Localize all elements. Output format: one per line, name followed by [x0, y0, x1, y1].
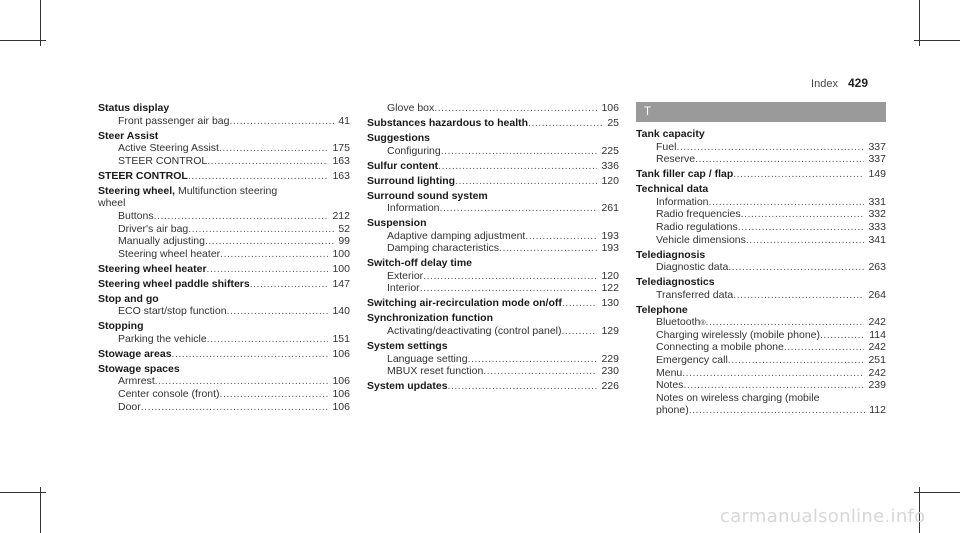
- subentry-label: Front passenger air bag: [118, 114, 230, 127]
- index-term-text: Stopping: [98, 320, 144, 333]
- index-term: [367, 190, 619, 203]
- dot-leader: [728, 354, 865, 367]
- page-ref: 52: [338, 222, 350, 235]
- page-ref: 226: [601, 380, 619, 393]
- index-entry-row: [98, 278, 350, 291]
- index-term-text: Surround sound system: [367, 189, 488, 202]
- page-ref: 151: [332, 332, 350, 345]
- page-ref: 122: [601, 282, 619, 295]
- crop-mark: [914, 492, 960, 493]
- dot-leader: [207, 333, 329, 346]
- index-term-text: Tank capacity: [636, 128, 705, 140]
- dot-leader: [709, 196, 865, 209]
- subentry-label: Glove box: [387, 102, 435, 114]
- dot-leader: [220, 388, 329, 401]
- index-subentry: [636, 289, 886, 302]
- index-subentry: [98, 155, 350, 168]
- index-term: [636, 276, 886, 289]
- index-term: [98, 320, 350, 333]
- index-column-3: [636, 102, 886, 419]
- index-entry-row: [367, 117, 619, 130]
- page-ref: 230: [601, 365, 619, 378]
- index-term: STEER CONTROL: [98, 169, 188, 182]
- dot-leader: [695, 153, 864, 166]
- subentry-label: Manually adjusting: [118, 235, 205, 248]
- index-subentry: [98, 248, 350, 261]
- subentry-label: Bluetooth: [656, 316, 701, 329]
- index-term: Switching air-recirculation mode on/off: [367, 297, 562, 310]
- subentry-label: phone): [656, 404, 689, 417]
- subentry-label: Interior: [387, 282, 420, 295]
- dot-leader: [229, 115, 334, 128]
- index-entry: [98, 363, 350, 413]
- subentry-label: MBUX reset function: [387, 365, 484, 378]
- dot-leader: [420, 282, 598, 295]
- index-term-text: Synchronization function: [367, 312, 493, 325]
- index-column-2: [367, 102, 619, 395]
- page-ref: 163: [332, 169, 350, 182]
- index-term: [636, 249, 886, 262]
- page-ref: 337: [868, 140, 886, 153]
- index-subentry: [98, 223, 350, 236]
- subentry-label: ECO start/stop function: [118, 305, 227, 318]
- index-subentry: [636, 367, 886, 380]
- index-subentry: [367, 365, 619, 378]
- subentry-label: Radio regulations: [656, 220, 738, 233]
- dot-leader: [207, 155, 328, 168]
- index-term: Stowage areas: [98, 347, 172, 360]
- subentry-label: Connecting a mobile phone: [656, 341, 784, 354]
- page-ref: 337: [868, 153, 886, 166]
- dot-leader: [468, 353, 598, 366]
- page-ref: 242: [868, 316, 886, 329]
- page-ref: 242: [868, 366, 886, 379]
- index-entry: [636, 168, 886, 181]
- index-term-text: Suggestions: [367, 131, 431, 144]
- index-entry: [367, 190, 619, 215]
- page-number: 429: [847, 76, 868, 90]
- index-entry: [636, 128, 886, 166]
- index-subentry: [636, 153, 886, 166]
- page-ref: 242: [868, 341, 886, 354]
- index-entry: [367, 257, 619, 295]
- subentry-label: Language setting: [387, 352, 468, 365]
- index-subentry: [98, 401, 350, 414]
- index-term: [98, 130, 350, 143]
- subentry-label: Radio frequencies: [656, 208, 741, 221]
- index-subentry: [367, 230, 619, 243]
- index-entry-row: [98, 170, 350, 183]
- index-subentry: [98, 210, 350, 223]
- subentry-label: Exterior: [387, 269, 424, 282]
- index-entry: [98, 170, 350, 183]
- page-ref: 147: [332, 277, 350, 290]
- index-term-text: Stowage spaces: [98, 362, 180, 375]
- dot-leader: [499, 242, 597, 255]
- dot-leader: [483, 365, 597, 378]
- page-ref: 263: [868, 261, 886, 274]
- index-term-text: Telediagnostics: [636, 276, 715, 289]
- subentry-label: Menu: [656, 366, 683, 379]
- index-subentry: [636, 196, 886, 209]
- page-ref: 140: [332, 305, 350, 318]
- index-term-text: Status display: [98, 102, 170, 114]
- index-subentry-continued: [636, 404, 886, 417]
- subentry-label: Diagnostic data: [656, 261, 729, 274]
- index-entry: [367, 217, 619, 255]
- index-entry: [636, 304, 886, 417]
- subentry-label: Reserve: [656, 153, 696, 166]
- index-subentry: [98, 305, 350, 318]
- page-ref: 114: [869, 328, 886, 341]
- dot-leader: [227, 305, 329, 318]
- index-entry-row: [367, 175, 619, 188]
- dot-leader: [562, 325, 598, 338]
- index-subentry: [636, 221, 886, 234]
- index-subentry: [636, 379, 886, 392]
- index-entry: [367, 380, 619, 393]
- dot-leader: [441, 145, 598, 158]
- subentry-label: Buttons: [118, 209, 154, 222]
- index-term: [367, 217, 619, 230]
- dot-leader: [746, 234, 865, 247]
- page-ref: 193: [601, 229, 619, 242]
- index-entry: [98, 293, 350, 318]
- dot-leader: [440, 202, 598, 215]
- index-term: [367, 257, 619, 270]
- page-ref: 106: [601, 102, 619, 114]
- page-ref: 264: [868, 288, 886, 301]
- index-term: [98, 102, 350, 115]
- subentry-label: Armrest: [118, 375, 155, 388]
- index-entry-row: [98, 263, 350, 276]
- index-term-text: System settings: [367, 340, 448, 352]
- index-subentry: [367, 325, 619, 338]
- index-term: [98, 293, 350, 306]
- dot-leader: [434, 102, 597, 115]
- index-term: Surround lighting: [367, 174, 456, 187]
- subentry-label: Door: [118, 400, 141, 413]
- page-ref: 341: [868, 233, 886, 246]
- index-subentry: [636, 234, 886, 247]
- subentry-label: Notes on wireless charging (mobile: [656, 391, 820, 404]
- subentry-label: Information: [387, 202, 440, 215]
- dot-leader: [205, 235, 334, 248]
- page-ref: 229: [601, 352, 619, 365]
- index-term: Sulfur content: [367, 159, 439, 172]
- index-term: [98, 185, 350, 198]
- index-subentry: [98, 142, 350, 155]
- dot-leader: [676, 141, 864, 154]
- index-entry-row: [367, 297, 619, 310]
- index-term-text: Stop and go: [98, 292, 159, 305]
- page-ref: 175: [332, 142, 350, 155]
- index-term-text: Suspension: [367, 217, 427, 230]
- dot-leader: [172, 348, 329, 361]
- dot-leader: [706, 316, 865, 329]
- index-entry: [98, 320, 350, 345]
- dot-leader: [220, 248, 328, 261]
- subentry-label: Charging wirelessly (mobile phone): [656, 328, 820, 341]
- page-ref: 106: [332, 400, 350, 413]
- page-ref: 100: [332, 262, 350, 275]
- dot-leader: [423, 270, 597, 283]
- index-term: [367, 132, 619, 145]
- index-entry-row: [367, 160, 619, 173]
- index-entry: [98, 278, 350, 291]
- page-ref: 149: [868, 168, 886, 181]
- index-term: System updates: [367, 380, 448, 393]
- index-term-extra: Multifunction steering: [175, 184, 278, 197]
- index-subentry: [367, 102, 619, 115]
- index-subentry: [636, 208, 886, 221]
- dot-leader: [188, 223, 334, 236]
- index-term-text: Technical data: [636, 183, 709, 196]
- dot-leader: [155, 375, 329, 388]
- subentry-label: Information: [656, 195, 709, 208]
- subentry-label: Steering wheel heater: [118, 247, 221, 260]
- page-ref: 106: [332, 387, 350, 400]
- subentry-label: STEER CONTROL: [118, 154, 208, 167]
- index-subentry: [98, 388, 350, 401]
- index-entry: [98, 185, 350, 261]
- page-ref: 239: [868, 379, 886, 392]
- index-subentry: [367, 282, 619, 295]
- page-ref: 100: [332, 247, 350, 260]
- index-entry-row: [636, 168, 886, 181]
- page-ref: 106: [332, 375, 350, 388]
- subentry-label: Fuel: [656, 140, 677, 153]
- crop-mark: [0, 40, 46, 41]
- dot-leader: [820, 329, 865, 342]
- dot-leader: [219, 142, 329, 155]
- index-subentry: Bluetooth ® ..... 242: [636, 316, 886, 329]
- index-subentry: [636, 341, 886, 354]
- subentry-label: Transferred data: [656, 288, 734, 301]
- index-entry: [98, 102, 350, 127]
- index-subentry: [98, 115, 350, 128]
- subentry-label: Active Steering Assist: [118, 142, 219, 155]
- page-ref: 333: [868, 220, 886, 233]
- page-ref: 261: [601, 202, 619, 215]
- subentry-label: Parking the vehicle: [118, 332, 207, 345]
- index-term-text: Steer Assist: [98, 129, 159, 142]
- running-header: [811, 76, 868, 90]
- crop-mark: [914, 40, 960, 41]
- index-subentry: [367, 145, 619, 158]
- dot-leader: [528, 117, 603, 130]
- index-subentry: [367, 353, 619, 366]
- dot-leader: [438, 160, 597, 173]
- dot-leader: [733, 289, 864, 302]
- dot-leader: [738, 221, 865, 234]
- index-subentry: [98, 375, 350, 388]
- page-ref: 129: [601, 325, 619, 338]
- index-term-text: Steering wheel,: [98, 184, 176, 197]
- dot-leader: [733, 168, 864, 181]
- page-ref: 193: [601, 242, 619, 255]
- index-entry: [367, 297, 619, 310]
- index-entry: [367, 340, 619, 378]
- index-subentry: [367, 270, 619, 283]
- index-entry: [367, 175, 619, 188]
- section-letter-bar: T: [636, 102, 886, 122]
- index-term-wrap: wheel: [98, 197, 126, 210]
- dot-leader: [188, 170, 329, 183]
- index-term: [367, 312, 619, 325]
- index-term-text: Telediagnosis: [636, 248, 706, 261]
- index-subentry: [367, 202, 619, 215]
- page-ref: 112: [869, 404, 886, 417]
- index-entry: [636, 183, 886, 246]
- crop-mark: [40, 487, 41, 533]
- header-label: Index: [811, 78, 838, 90]
- index-entry: [367, 102, 619, 115]
- page-ref: 212: [332, 209, 350, 222]
- page-ref: 251: [868, 354, 886, 367]
- dot-leader: [525, 230, 597, 243]
- subentry-label: Notes: [656, 379, 684, 392]
- page-ref: 99: [338, 235, 350, 248]
- dot-leader: [562, 297, 598, 310]
- subentry-label: Emergency call: [656, 354, 728, 367]
- subentry-label: Vehicle dimensions: [656, 233, 746, 246]
- index-subentry: [636, 329, 886, 342]
- dot-leader: [154, 210, 329, 223]
- dot-leader: [448, 380, 598, 393]
- index-subentry: [98, 333, 350, 346]
- dot-leader: [207, 263, 329, 276]
- index-entry: [367, 132, 619, 157]
- dot-leader: [682, 367, 864, 380]
- crop-mark: [0, 492, 46, 493]
- subentry-label: Adaptive damping adjustment: [387, 229, 526, 242]
- index-column-1: [98, 102, 350, 416]
- dot-leader: [455, 175, 597, 188]
- index-term: [367, 340, 619, 353]
- dot-leader: [741, 208, 865, 221]
- page-ref: 336: [601, 159, 619, 172]
- index-term-text: Switch-off delay time: [367, 257, 473, 270]
- subentry-label: Configuring: [387, 144, 441, 157]
- index-entry: [367, 160, 619, 173]
- index-term: Substances hazardous to health: [367, 116, 529, 129]
- page-ref: 106: [332, 347, 350, 360]
- page-ref: 130: [601, 297, 619, 310]
- index-entry: [98, 130, 350, 168]
- index-subentry: [636, 141, 886, 154]
- page-ref: 120: [601, 174, 619, 187]
- index-entry: [367, 117, 619, 130]
- page-ref: 332: [868, 208, 886, 221]
- dot-leader: [728, 261, 864, 274]
- page-ref: 163: [332, 154, 350, 167]
- index-term: [636, 128, 886, 141]
- index-entry-row: [367, 380, 619, 393]
- subentry-label: Activating/deactivating (control panel): [387, 325, 562, 338]
- index-term: Steering wheel paddle shifters: [98, 277, 250, 290]
- subentry-label: Driver's air bag: [118, 222, 189, 235]
- dot-leader: [784, 341, 865, 354]
- index-subentry: [367, 242, 619, 255]
- index-subentry: [636, 392, 886, 405]
- index-term: Tank filler cap / flap: [636, 168, 734, 181]
- page-ref: 225: [601, 144, 619, 157]
- index-entry: [98, 348, 350, 361]
- page-ref: 331: [868, 195, 886, 208]
- index-entry-row: [98, 348, 350, 361]
- page-ref: 25: [607, 116, 619, 129]
- index-term-text: Telephone: [636, 303, 688, 316]
- index-term: [636, 183, 886, 196]
- index-subentry: [636, 261, 886, 274]
- index-term: [636, 304, 886, 317]
- index-term: [98, 363, 350, 376]
- subentry-label: Damping characteristics: [387, 242, 500, 255]
- index-subentry: [98, 235, 350, 248]
- page-ref: 41: [338, 114, 350, 127]
- index-entry: [367, 312, 619, 337]
- index-entry: [636, 276, 886, 301]
- index-entry: [98, 263, 350, 276]
- index-subentry: [636, 354, 886, 367]
- page-ref: 120: [601, 269, 619, 282]
- index-entry: [636, 249, 886, 274]
- index-term: Steering wheel heater: [98, 262, 207, 275]
- subentry-label: Center console (front): [118, 387, 220, 400]
- dot-leader: [689, 404, 866, 417]
- dot-leader: [141, 401, 329, 414]
- dot-leader: [250, 278, 329, 291]
- dot-leader: [683, 379, 864, 392]
- footer-watermark: carmanualsonline.info: [720, 506, 926, 527]
